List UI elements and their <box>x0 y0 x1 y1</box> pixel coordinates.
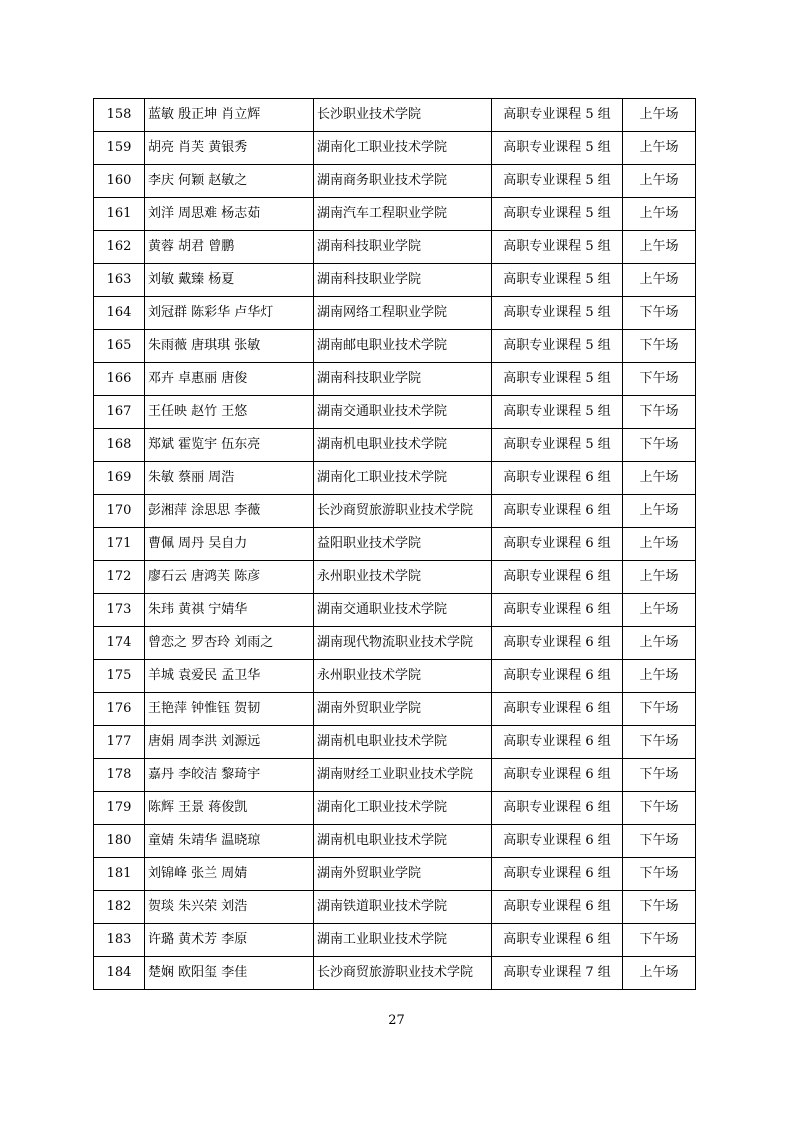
row-number-cell: 179 <box>94 792 145 825</box>
table-row <box>94 132 696 165</box>
row-number-cell: 182 <box>94 891 145 924</box>
row-number-cell: 178 <box>94 759 145 792</box>
competition-group-cell: 高职专业课程 5 组 <box>492 165 623 198</box>
table-row <box>94 660 696 693</box>
row-number-cell: 173 <box>94 594 145 627</box>
teacher-names-cell: 蓝敏 殷正坤 肖立辉 <box>145 99 314 132</box>
session-time-cell: 上午场 <box>623 528 696 561</box>
school-name-cell: 湖南外贸职业学院 <box>314 693 492 726</box>
competition-group-cell: 高职专业课程 5 组 <box>492 99 623 132</box>
school-name-cell: 湖南化工职业技术学院 <box>314 462 492 495</box>
table-row <box>94 165 696 198</box>
school-name-cell: 湖南化工职业技术学院 <box>314 132 492 165</box>
session-time-cell: 上午场 <box>623 132 696 165</box>
school-name-cell: 湖南交通职业技术学院 <box>314 594 492 627</box>
teacher-names-cell: 许璐 黄术芳 李原 <box>145 924 314 957</box>
competition-group-cell: 高职专业课程 5 组 <box>492 132 623 165</box>
session-time-cell: 下午场 <box>623 693 696 726</box>
competition-group-cell: 高职专业课程 6 组 <box>492 561 623 594</box>
competition-group-cell: 高职专业课程 5 组 <box>492 264 623 297</box>
table-row <box>94 198 696 231</box>
table-row <box>94 396 696 429</box>
competition-group-cell: 高职专业课程 6 组 <box>492 891 623 924</box>
teacher-names-cell: 朱玮 黄祺 宁婧华 <box>145 594 314 627</box>
teacher-names-cell: 贺琰 朱兴荣 刘浩 <box>145 891 314 924</box>
teacher-names-cell: 朱敏 蔡丽 周浩 <box>145 462 314 495</box>
session-time-cell: 上午场 <box>623 957 696 990</box>
school-name-cell: 湖南汽车工程职业学院 <box>314 198 492 231</box>
row-number-cell: 165 <box>94 330 145 363</box>
session-time-cell: 上午场 <box>623 561 696 594</box>
competition-group-cell: 高职专业课程 6 组 <box>492 660 623 693</box>
table-row <box>94 528 696 561</box>
competition-group-cell: 高职专业课程 5 组 <box>492 330 623 363</box>
row-number-cell: 160 <box>94 165 145 198</box>
teacher-names-cell: 曾恋之 罗杏玲 刘雨之 <box>145 627 314 660</box>
session-time-cell: 上午场 <box>623 462 696 495</box>
competition-group-cell: 高职专业课程 6 组 <box>492 627 623 660</box>
session-time-cell: 上午场 <box>623 627 696 660</box>
competition-group-cell: 高职专业课程 5 组 <box>492 396 623 429</box>
session-time-cell: 下午场 <box>623 429 696 462</box>
school-name-cell: 湖南商务职业技术学院 <box>314 165 492 198</box>
teacher-names-cell: 廖石云 唐鸿芙 陈彦 <box>145 561 314 594</box>
page-number: 27 <box>388 1013 405 1028</box>
row-number-cell: 174 <box>94 627 145 660</box>
row-number-cell: 183 <box>94 924 145 957</box>
teacher-names-cell: 胡亮 肖芙 黄银秀 <box>145 132 314 165</box>
teacher-names-cell: 刘锦峰 张兰 周婧 <box>145 858 314 891</box>
teacher-names-cell: 朱雨薇 唐琪琪 张敏 <box>145 330 314 363</box>
competition-group-cell: 高职专业课程 6 组 <box>492 495 623 528</box>
row-number-cell: 175 <box>94 660 145 693</box>
school-name-cell: 湖南财经工业职业技术学院 <box>314 759 492 792</box>
table-row <box>94 561 696 594</box>
school-name-cell: 湖南科技职业学院 <box>314 264 492 297</box>
competition-group-cell: 高职专业课程 6 组 <box>492 825 623 858</box>
school-name-cell: 长沙职业技术学院 <box>314 99 492 132</box>
session-time-cell: 下午场 <box>623 726 696 759</box>
school-name-cell: 湖南机电职业技术学院 <box>314 726 492 759</box>
competition-group-cell: 高职专业课程 5 组 <box>492 363 623 396</box>
school-name-cell: 长沙商贸旅游职业技术学院 <box>314 957 492 990</box>
session-time-cell: 下午场 <box>623 891 696 924</box>
session-time-cell: 上午场 <box>623 264 696 297</box>
competition-group-cell: 高职专业课程 6 组 <box>492 528 623 561</box>
session-time-cell: 上午场 <box>623 594 696 627</box>
session-time-cell: 上午场 <box>623 198 696 231</box>
teacher-names-cell: 邓卉 卓惠丽 唐俊 <box>145 363 314 396</box>
table-row <box>94 825 696 858</box>
teacher-names-cell: 刘敏 戴臻 杨夏 <box>145 264 314 297</box>
competition-group-cell: 高职专业课程 6 组 <box>492 462 623 495</box>
competition-group-cell: 高职专业课程 5 组 <box>492 297 623 330</box>
row-number-cell: 170 <box>94 495 145 528</box>
school-name-cell: 湖南科技职业学院 <box>314 231 492 264</box>
table-row <box>94 363 696 396</box>
teacher-names-cell: 李庆 何颖 赵敏之 <box>145 165 314 198</box>
row-number-cell: 159 <box>94 132 145 165</box>
school-name-cell: 湖南机电职业技术学院 <box>314 825 492 858</box>
session-time-cell: 下午场 <box>623 858 696 891</box>
row-number-cell: 163 <box>94 264 145 297</box>
row-number-cell: 162 <box>94 231 145 264</box>
competition-group-cell: 高职专业课程 5 组 <box>492 231 623 264</box>
roster-table <box>93 98 696 990</box>
session-time-cell: 下午场 <box>623 330 696 363</box>
row-number-cell: 161 <box>94 198 145 231</box>
competition-group-cell: 高职专业课程 6 组 <box>492 792 623 825</box>
teacher-names-cell: 黄蓉 胡君 曾鹏 <box>145 231 314 264</box>
table-row <box>94 495 696 528</box>
row-number-cell: 181 <box>94 858 145 891</box>
school-name-cell: 湖南现代物流职业技术学院 <box>314 627 492 660</box>
table-row <box>94 231 696 264</box>
table-row <box>94 594 696 627</box>
session-time-cell: 下午场 <box>623 363 696 396</box>
table-row <box>94 264 696 297</box>
session-time-cell: 下午场 <box>623 396 696 429</box>
school-name-cell: 湖南工业职业技术学院 <box>314 924 492 957</box>
teacher-names-cell: 王任映 赵竹 王悠 <box>145 396 314 429</box>
teacher-names-cell: 王艳萍 钟惟钰 贺韧 <box>145 693 314 726</box>
competition-group-cell: 高职专业课程 7 组 <box>492 957 623 990</box>
table-row <box>94 858 696 891</box>
table-row <box>94 726 696 759</box>
teacher-names-cell: 曹佩 周丹 吴自力 <box>145 528 314 561</box>
teacher-names-cell: 童婧 朱靖华 温晓琼 <box>145 825 314 858</box>
table-row <box>94 693 696 726</box>
teacher-names-cell: 刘洋 周思难 杨志茹 <box>145 198 314 231</box>
session-time-cell: 下午场 <box>623 825 696 858</box>
table-row <box>94 462 696 495</box>
teacher-names-cell: 羊城 袁爱民 孟卫华 <box>145 660 314 693</box>
row-number-cell: 166 <box>94 363 145 396</box>
competition-group-cell: 高职专业课程 5 组 <box>492 429 623 462</box>
teacher-names-cell: 郑斌 霍览宇 伍东亮 <box>145 429 314 462</box>
session-time-cell: 上午场 <box>623 99 696 132</box>
table-row <box>94 330 696 363</box>
session-time-cell: 上午场 <box>623 660 696 693</box>
table-row <box>94 99 696 132</box>
row-number-cell: 177 <box>94 726 145 759</box>
row-number-cell: 169 <box>94 462 145 495</box>
row-number-cell: 171 <box>94 528 145 561</box>
table-row <box>94 792 696 825</box>
row-number-cell: 184 <box>94 957 145 990</box>
teacher-names-cell: 刘冠群 陈彩华 卢华灯 <box>145 297 314 330</box>
table-row <box>94 891 696 924</box>
session-time-cell: 上午场 <box>623 165 696 198</box>
school-name-cell: 湖南网络工程职业学院 <box>314 297 492 330</box>
table-row <box>94 957 696 990</box>
school-name-cell: 长沙商贸旅游职业技术学院 <box>314 495 492 528</box>
session-time-cell: 下午场 <box>623 924 696 957</box>
competition-group-cell: 高职专业课程 6 组 <box>492 693 623 726</box>
school-name-cell: 湖南外贸职业学院 <box>314 858 492 891</box>
school-name-cell: 湖南机电职业技术学院 <box>314 429 492 462</box>
teacher-names-cell: 陈辉 王景 蒋俊凯 <box>145 792 314 825</box>
school-name-cell: 湖南化工职业技术学院 <box>314 792 492 825</box>
row-number-cell: 158 <box>94 99 145 132</box>
session-time-cell: 上午场 <box>623 231 696 264</box>
row-number-cell: 172 <box>94 561 145 594</box>
roster-table-body <box>94 99 696 990</box>
session-time-cell: 下午场 <box>623 297 696 330</box>
competition-group-cell: 高职专业课程 6 组 <box>492 924 623 957</box>
competition-group-cell: 高职专业课程 6 组 <box>492 759 623 792</box>
table-row <box>94 429 696 462</box>
school-name-cell: 湖南科技职业学院 <box>314 363 492 396</box>
session-time-cell: 下午场 <box>623 759 696 792</box>
row-number-cell: 164 <box>94 297 145 330</box>
session-time-cell: 上午场 <box>623 495 696 528</box>
school-name-cell: 永州职业技术学院 <box>314 660 492 693</box>
table-row <box>94 297 696 330</box>
table-row <box>94 759 696 792</box>
table-row <box>94 924 696 957</box>
row-number-cell: 168 <box>94 429 145 462</box>
competition-group-cell: 高职专业课程 6 组 <box>492 726 623 759</box>
teacher-names-cell: 彭湘萍 涂思思 李薇 <box>145 495 314 528</box>
row-number-cell: 180 <box>94 825 145 858</box>
competition-group-cell: 高职专业课程 6 组 <box>492 594 623 627</box>
competition-group-cell: 高职专业课程 6 组 <box>492 858 623 891</box>
school-name-cell: 湖南邮电职业技术学院 <box>314 330 492 363</box>
school-name-cell: 益阳职业技术学院 <box>314 528 492 561</box>
row-number-cell: 167 <box>94 396 145 429</box>
table-row <box>94 627 696 660</box>
teacher-names-cell: 嘉丹 李皎洁 黎琦宇 <box>145 759 314 792</box>
session-time-cell: 下午场 <box>623 792 696 825</box>
school-name-cell: 湖南交通职业技术学院 <box>314 396 492 429</box>
row-number-cell: 176 <box>94 693 145 726</box>
school-name-cell: 永州职业技术学院 <box>314 561 492 594</box>
teacher-names-cell: 唐娟 周李洪 刘源远 <box>145 726 314 759</box>
competition-group-cell: 高职专业课程 5 组 <box>492 198 623 231</box>
school-name-cell: 湖南铁道职业技术学院 <box>314 891 492 924</box>
teacher-names-cell: 楚娴 欧阳玺 李佳 <box>145 957 314 990</box>
